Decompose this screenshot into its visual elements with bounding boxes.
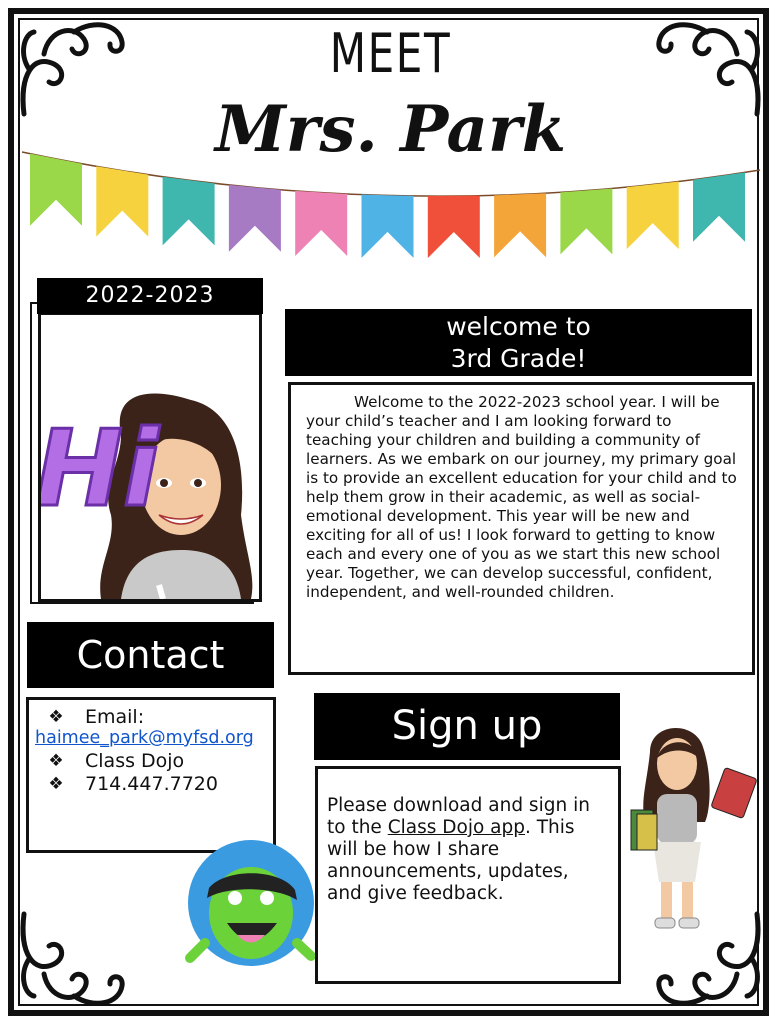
pennant-flag (428, 196, 480, 258)
teacher-bitmoji-hi (41, 315, 259, 599)
welcome-letter-box (288, 382, 755, 675)
pennant-banner (0, 140, 781, 300)
pennant-flag (229, 185, 281, 252)
welcome-heading-line2: 3rd Grade! (450, 344, 587, 373)
pennant-flag (560, 188, 612, 254)
pennant-flag (693, 172, 745, 241)
pennant-flag (163, 177, 215, 246)
teacher-bitmoji-books (625, 722, 765, 936)
contact-dojo-row (35, 750, 273, 772)
phone-number: 714.447.7720 (85, 773, 218, 795)
contact-info-box (26, 697, 276, 853)
email-link[interactable]: haimee_park@myfsd.org (35, 728, 254, 748)
signup-text-before: Please download and sign in to the (327, 795, 590, 838)
class-dojo-label: Class Dojo (85, 750, 185, 772)
pennant-flag (295, 191, 347, 256)
bullet-diamond-icon: ❖ (48, 751, 64, 771)
hi-text: Hi (41, 408, 159, 530)
pennant-flag (362, 195, 414, 258)
school-year-label: 2022-2023 (37, 278, 263, 314)
welcome-letter-text: Welcome to the 2022-2023 school year. I will be your child’s teacher and I am looking forward to teaching your children and building a community of learners. As we embark on our journey, my primary goal is to provide an excellent education for your child and to help them grow in their academic, as well as social-emotional development. This year will be new and exciting for all of us! I look forward to getting to know each and every one of you as we start this new school year. Together, we can develop successful, confident, independent, and well-rounded children. (306, 393, 737, 601)
bullet-diamond-icon: ❖ (48, 774, 64, 794)
title-teacher-name: Mrs. Park (214, 92, 567, 167)
class-dojo-monster-icon (185, 838, 317, 968)
contact-heading: Contact (27, 622, 274, 688)
pennant-flag (627, 182, 679, 250)
photo-frame (38, 312, 262, 602)
class-dojo-app-link[interactable]: Class Dojo app (387, 817, 525, 838)
contact-phone-row (35, 773, 273, 795)
pennant-flag (494, 193, 546, 257)
signup-heading: Sign up (314, 693, 620, 760)
bullet-diamond-icon: ❖ (48, 707, 64, 727)
pennant-flag (96, 166, 148, 236)
email-label: Email: (85, 706, 145, 728)
welcome-heading-line1: welcome to (446, 312, 591, 341)
contact-email-row (35, 706, 273, 728)
pennant-flag (30, 154, 82, 226)
signup-text-after: . This will be how I share announcements, updates, and give feedback. (327, 817, 575, 904)
corner-swirl-bottom-left (14, 904, 134, 1014)
signup-info-box (315, 766, 621, 984)
title-meet: MEET (329, 22, 452, 85)
welcome-heading (285, 309, 752, 376)
